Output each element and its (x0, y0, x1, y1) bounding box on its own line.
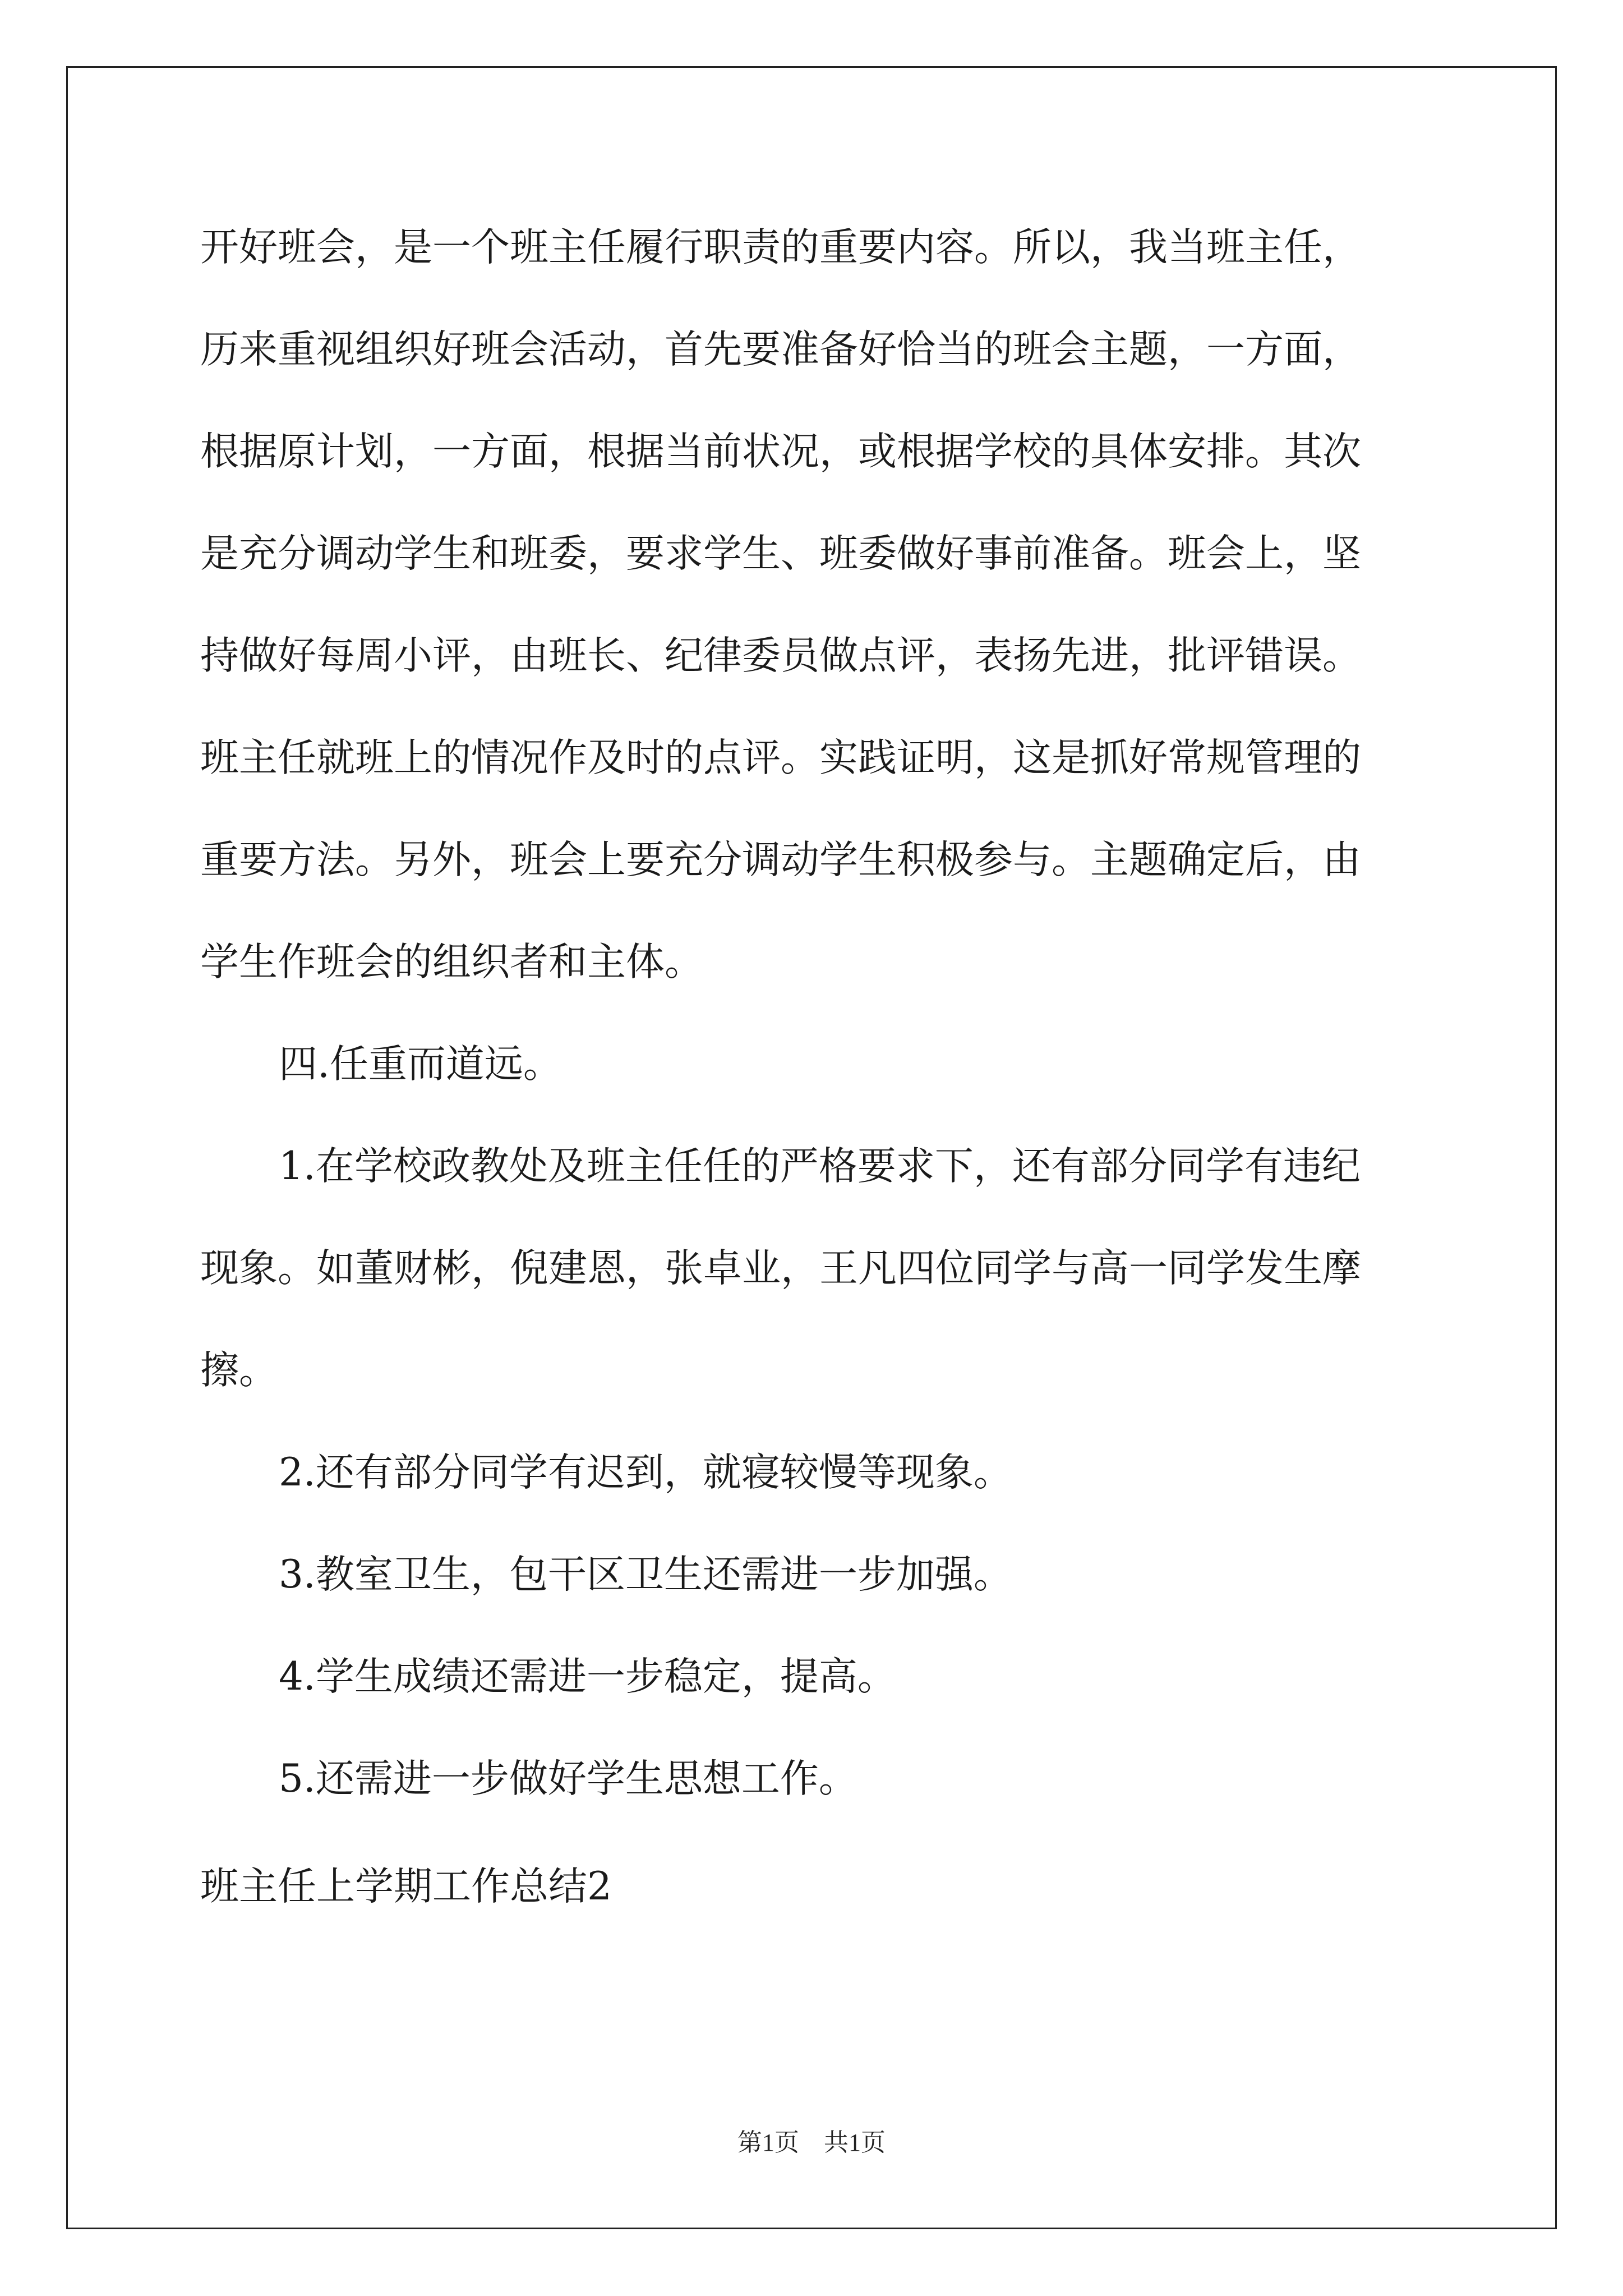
paragraph-line: 持做好每周小评，由班长、纪律委员做点评，表扬先进，批评错误。 (200, 633, 1361, 678)
paragraph-line: 是充分调动学生和班委，要求学生、班委做好事前准备。班会上，坚 (200, 531, 1361, 576)
paragraph-line: 学生作班会的组织者和主体。 (200, 940, 703, 984)
paragraph-line: 班主任就班上的情况作及时的点评。实践证明，这是抓好常规管理的 (200, 735, 1361, 780)
list-item-3: 3.教室卫生，包干区卫生还需进一步加强。 (279, 1552, 1012, 1597)
paragraph-line: 历来重视组织好班会活动，首先要准备好恰当的班会主题，一方面， (200, 327, 1361, 372)
paragraph-class-meeting (200, 196, 1434, 1013)
paragraph-line: 重要方法。另外，班会上要充分调动学生积极参与。主题确定后，由 (200, 838, 1361, 882)
list-item-5: 5.还需进一步做好学生思想工作。 (279, 1756, 857, 1801)
list-item-line: 擦。 (200, 1348, 278, 1393)
section-four-title: 四.任重而道远。 (279, 1042, 562, 1087)
document-body (200, 196, 1434, 1938)
list-item-1 (200, 1115, 1434, 1421)
list-item-line: 1.在学校政教处及班主任任的严格要求下，还有部分同学有违纪 (279, 1144, 1361, 1189)
list-item-2: 2.还有部分同学有迟到，就寝较慢等现象。 (279, 1450, 1012, 1495)
list-item-line: 现象。如董财彬，倪建恩，张卓业，王凡四位同学与高一同学发生摩 (200, 1246, 1361, 1291)
next-section-heading: 班主任上学期工作总结2 (200, 1864, 612, 1909)
list-item-4: 4.学生成绩还需进一步稳定，提高。 (279, 1654, 896, 1699)
page-footer: 第1页 共1页 (737, 2129, 886, 2156)
paragraph-line: 根据原计划，一方面，根据当前状况，或根据学校的具体安排。其次 (200, 429, 1361, 474)
paragraph-line: 开好班会，是一个班主任履行职责的重要内容。所以，我当班主任， (200, 225, 1361, 270)
